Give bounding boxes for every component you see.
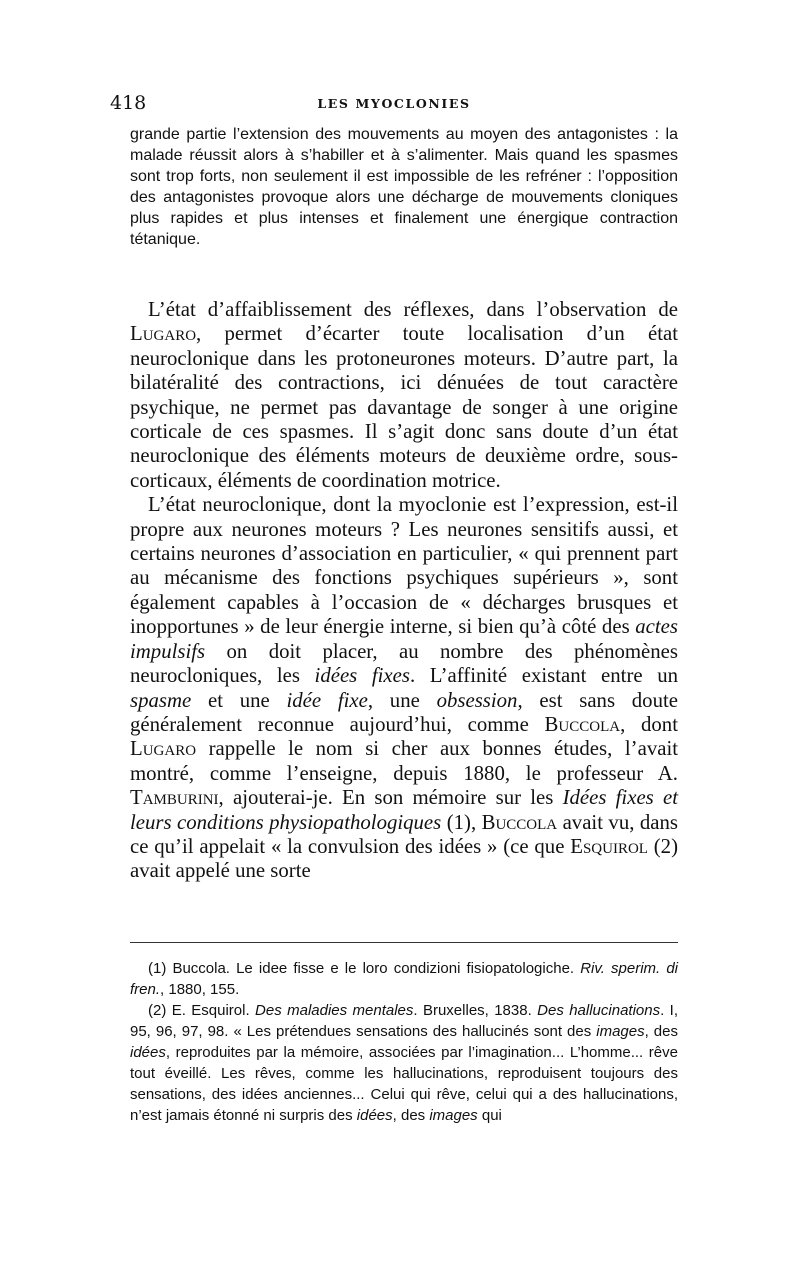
paragraph-1: [130, 298, 678, 493]
term-actes-impulsifs: actes impulsifs: [130, 615, 678, 663]
fn2-term-images: images: [596, 1023, 645, 1040]
p2-text-7: , dont: [620, 712, 678, 736]
p2-text-8: rappelle le nom si cher aux bonnes études, l’avait montré, comme l’enseigne, depuis 1880, le professeur A.: [130, 737, 678, 785]
fn2-text-f: , des: [392, 1107, 430, 1124]
p1-text-b: , permet d’écarter toute localisation d’un état neuroclonique dans les protoneurones moteurs. D’autre part, la bilatéralité des contractions, ici dénuées de tout caractère psychique, ne permet pas davantage de songer à une origine corticale de ces spasmes. Il s’agit donc sans doute d’un état neuroclonique des éléments moteurs de deuxième ordre, sous-corticaux, éléments de coordination motrice.: [130, 322, 678, 492]
fn2-text-e: , reproduites par la mémoire, associées par l’imagination... L’homme... rêve tout éveillé. Les rêves, comme les hallucinations, reproduisent toujours des sensations, des idées anciennes... Celui qui rêve, celui qui a des hallucinations, n’est jamais étonné ni surpris des: [130, 1044, 678, 1124]
term-obsession: obsession: [436, 688, 518, 712]
author-name-lugaro: Lugaro: [130, 322, 197, 346]
page-number: 418: [110, 92, 147, 114]
intro-text: grande partie l’extension des mouvements au moyen des antagonistes : la malade réussit alors à s’habiller et à s’alimenter. Mais quand les spasmes sont trop forts, non seulement il est impossible de les refréner : l’opposition des antagonistes provoque alors une décharge de mouvements cloniques plus rapides et plus intenses et finalement une énergique contraction tétanique.: [130, 126, 678, 248]
author-name-esquirol: Esquirol: [570, 834, 648, 858]
footnote-2: [130, 1000, 678, 1126]
fn2-title-1: Des maladies mentales: [255, 1002, 414, 1019]
p1-text-a: L’état d’affaiblissement des réflexes, dans l’observation de: [148, 298, 678, 321]
p2-text-10: (1),: [441, 810, 482, 834]
fn2-text-d: , des: [644, 1023, 678, 1040]
fn2-text-c: . I, 95, 96, 97, 98. « Les prétendues sensations des hallucinés sont des: [130, 1002, 679, 1040]
running-title: LES MYOCLONIES: [317, 96, 471, 111]
p2-text-2: on doit placer, au nombre des phénomènes neurocloniques, les: [130, 639, 678, 688]
p2-text-9: , ajouterai-je. En son mémoire sur les: [218, 786, 563, 810]
fn1-text-b: , 1880, 155.: [160, 981, 240, 998]
p2-text-3: . L’affinité existant entre un: [409, 664, 678, 688]
fn1-text-a: (1) Buccola. Le idee fisse e le loro condizioni fisiopatologiche.: [148, 960, 581, 977]
p2-text-6: , est sans doute généralement reconnue aujourd’hui, comme: [130, 688, 678, 736]
p2-text-11: avait vu, dans ce qu’il appelait « la convulsion des idées » (ce que: [130, 810, 678, 858]
fn2-term-idees: idées: [130, 1044, 166, 1061]
page-header: [110, 92, 678, 116]
footnote-divider: [130, 942, 678, 943]
body-text: [130, 298, 678, 884]
work-title: Idées fixes et leurs conditions physiopathologiques: [130, 786, 678, 834]
term-spasme: spasme: [130, 688, 192, 712]
term-idee-fixe: idée fixe: [286, 688, 368, 712]
fn2-term-images-2: images: [429, 1107, 478, 1124]
p2-text-1: L’état neuroclonique, dont la myoclonie est l’expression, est-il propre aux neurones moteurs ? Les neurones sensitifs aussi, et certains neurones d’association en particulier, « qui prennent part au mécanisme des fonctions psychiques supérieurs », sont également capables à l’occasion de « décharges brusques et inopportunes » de leur énergie interne, si bien qu’à côté des: [130, 493, 678, 639]
author-name-tamburini: Tamburini: [130, 786, 219, 810]
author-name-buccola: Buccola: [481, 810, 558, 834]
fn2-text-g: qui: [477, 1107, 502, 1124]
fn1-journal: Riv. sperim. di fren.: [130, 960, 679, 998]
fn2-text-a: (2) E. Esquirol.: [148, 1002, 256, 1019]
continued-paragraph: [130, 124, 678, 250]
author-name-buccola: Buccola: [544, 712, 621, 736]
p2-text-12: (2) avait appelé une sorte: [130, 834, 678, 883]
footnotes: [130, 958, 678, 1126]
p2-text-5: , une: [367, 688, 437, 712]
paragraph-2: [130, 493, 678, 884]
p2-text-4: et une: [191, 688, 287, 712]
fn2-text-b: . Bruxelles, 1838.: [413, 1002, 538, 1019]
footnote-1: [130, 958, 678, 1000]
fn2-term-idees-2: idées: [356, 1107, 393, 1124]
author-name-lugaro: Lugaro: [130, 737, 197, 761]
fn2-title-2: Des hallucinations: [537, 1002, 661, 1019]
term-idees-fixes: idées fixes: [314, 664, 410, 688]
